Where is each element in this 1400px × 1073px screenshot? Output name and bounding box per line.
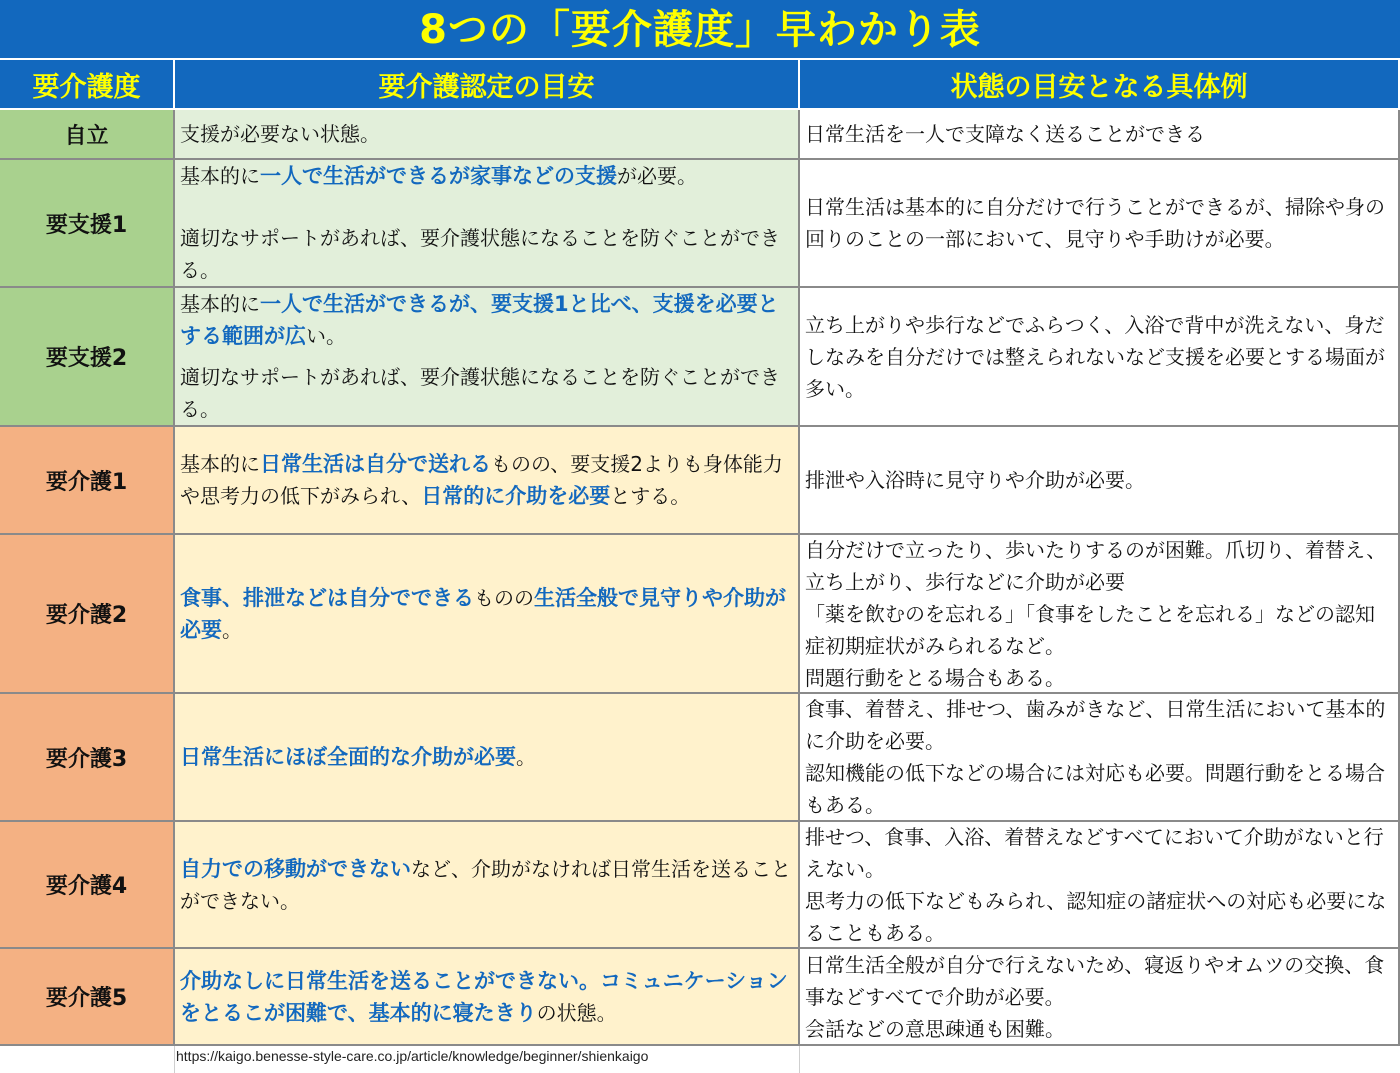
examples-cell: 食事、着替え、排せつ、歯みがきなど、日常生活において基本的に介助を必要。 認知機能の低下などの場合には対応も必要。問題行動をとる場合もある。 xyxy=(800,694,1400,822)
level-cell: 要介護1 xyxy=(0,427,175,535)
criteria-emphasis: 生活全般で見守りや介助が必要 xyxy=(180,585,786,642)
criteria-text xyxy=(180,288,793,352)
criteria-segment: など、介助がなければ日常生活を送ることができない。 xyxy=(180,856,791,913)
footer-cell xyxy=(0,1046,175,1073)
examples-cell: 立ち上がりや歩行などでふらつく、入浴で背中が洗えない、身だしなみを自分だけでは整えられないなど支援を必要とする場面が多い。 xyxy=(800,288,1400,427)
criteria-cell xyxy=(175,535,800,694)
criteria-emphasis: 日常生活は自分で送れる xyxy=(260,452,491,476)
criteria-text xyxy=(180,582,793,646)
examples-cell: 日常生活全般が自分で行えないため、寝返りやオムツの交換、食事などすべてで介助が必要。 会話などの意思疎通も困難。 xyxy=(800,949,1400,1046)
header-examples: 状態の目安となる具体例 xyxy=(800,60,1400,110)
criteria-emphasis: 介助なしに日常生活を送ることができない。コミュニケーションをとるこが困難で、基本的に寝たきり xyxy=(180,968,788,1025)
criteria-segment: の状態。 xyxy=(536,1000,617,1025)
criteria-text xyxy=(180,741,793,773)
criteria-cell xyxy=(175,110,800,160)
criteria-emphasis: 一人で生活ができるが家事などの支援 xyxy=(260,164,617,188)
criteria-spacer xyxy=(180,352,793,361)
criteria-segment: が必要。 xyxy=(617,164,697,188)
criteria-segment: とする。 xyxy=(610,484,691,508)
criteria-segment: い。 xyxy=(306,324,346,348)
criteria-emphasis: 日常的に介助を必要 xyxy=(421,484,611,508)
examples-cell: 排泄や入浴時に見守りや介助が必要。 xyxy=(800,427,1400,535)
level-cell: 要介護3 xyxy=(0,694,175,822)
criteria-cell xyxy=(175,822,800,949)
criteria-cell xyxy=(175,288,800,427)
criteria-cell xyxy=(175,949,800,1046)
level-cell: 要介護4 xyxy=(0,822,175,949)
source-url: https://kaigo.benesse-style-care.co.jp/article/knowledge/beginner/shienkaigo xyxy=(176,1048,649,1064)
criteria-cell xyxy=(175,694,800,822)
examples-cell: 排せつ、食事、入浴、着替えなどすべてにおいて介助がないと行えない。 思考力の低下などもみられ、認知症の諸症状への対応も必要になることもある。 xyxy=(800,822,1400,949)
header-level: 要介護度 xyxy=(0,60,175,110)
criteria-segment: ものの xyxy=(474,585,534,610)
criteria-segment: 基本的に xyxy=(180,452,260,476)
examples-cell: 日常生活は基本的に自分だけで行うことができるが、掃除や身の回りのことの一部において、見守りや手助けが必要。 xyxy=(800,160,1400,288)
criteria-text xyxy=(180,118,793,150)
criteria-cell xyxy=(175,427,800,535)
criteria-spacer xyxy=(180,192,793,222)
criteria-text xyxy=(180,160,793,192)
examples-cell: 自分だけで立ったり、歩いたりするのが困難。爪切り、着替え、立ち上がり、歩行などに介助が必要 「薬を飲むのを忘れる」「食事をしたことを忘れる」などの認知症初期症状がみられるなど。 問題行動をとる場合もある。 xyxy=(800,535,1400,694)
criteria-emphasis: 日常生活にほぼ全面的な介助が必要 xyxy=(180,745,516,769)
examples-cell: 日常生活を一人で支障なく送ることができる xyxy=(800,110,1400,160)
criteria-segment: ものの、要支援2よりも身体能力や思考力の低下がみられ、 xyxy=(180,452,783,508)
criteria-emphasis: 食事、排泄などは自分でできる xyxy=(180,585,474,610)
criteria-note: 適切なサポートがあれば、要介護状態になることを防ぐことができる。 xyxy=(180,365,780,421)
criteria-segment: 。 xyxy=(516,745,536,769)
level-cell: 要支援2 xyxy=(0,288,175,427)
level-cell: 要支援1 xyxy=(0,160,175,288)
criteria-segment: 。 xyxy=(222,617,242,642)
header-criteria: 要介護認定の目安 xyxy=(175,60,800,110)
criteria-text xyxy=(180,853,793,917)
criteria-cell xyxy=(175,160,800,288)
criteria-emphasis: 自力での移動ができない xyxy=(180,856,411,881)
level-cell: 要介護2 xyxy=(0,535,175,694)
table-title: 8つの「要介護度」早わかり表 xyxy=(0,0,1400,60)
criteria-note: 適切なサポートがあれば、要介護状態になることを防ぐことができる。 xyxy=(180,226,780,282)
level-cell: 自立 xyxy=(0,110,175,160)
criteria-text xyxy=(180,448,793,512)
level-cell: 要介護5 xyxy=(0,949,175,1046)
criteria-segment: 基本的に xyxy=(180,292,260,316)
criteria-emphasis: 一人で生活ができるが、要支援1と比べ、支援を必要とする範囲が広 xyxy=(180,292,779,348)
criteria-text xyxy=(180,965,793,1029)
criteria-segment: 基本的に xyxy=(180,164,260,188)
criteria-segment: 支援が必要ない状態。 xyxy=(180,122,380,146)
